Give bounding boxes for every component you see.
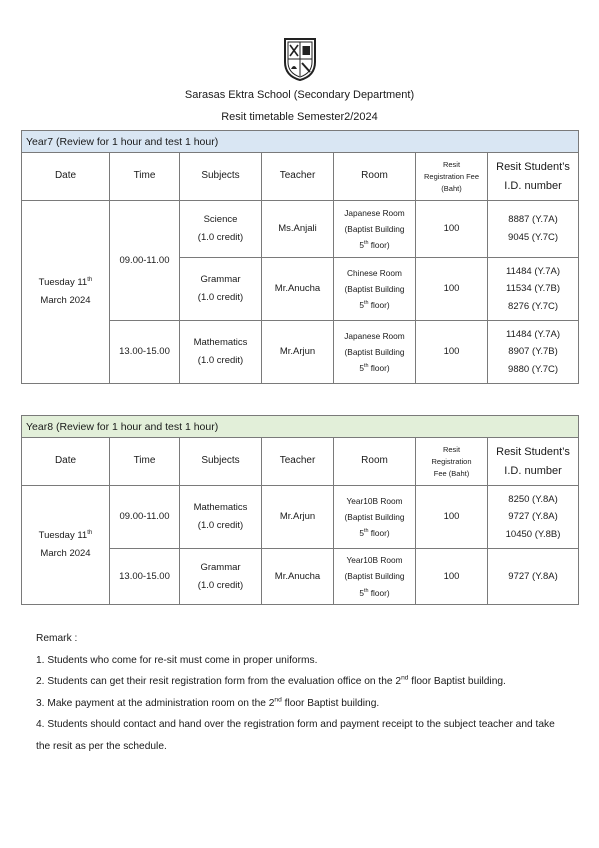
teacher-cell: Mr.Anucha: [262, 549, 334, 605]
subject-name: Mathematics: [193, 337, 248, 349]
room-name: Year10B Room: [346, 495, 403, 506]
floor-text: floor): [368, 300, 390, 311]
student-id: 8887 (Y.7A): [508, 214, 558, 226]
col-date-header: Date: [22, 153, 110, 201]
col-time-header: Time: [110, 438, 180, 486]
year8-date-cell: [22, 486, 110, 605]
table-header-row: [22, 153, 579, 201]
student-id-cell: [488, 321, 579, 384]
col-id-header: [488, 438, 579, 486]
time-cell: 09.00-11.00: [110, 486, 180, 549]
date-line1: [24, 274, 107, 292]
teacher-cell: Mr.Anucha: [262, 258, 334, 321]
subject-credit: (1.0 credit): [197, 579, 244, 591]
remark-2-text-end: floor Baptist building.: [408, 676, 506, 687]
year7-time-morning: 09.00-11.00: [110, 201, 180, 321]
fee-cell: 100: [416, 201, 488, 258]
student-id: 9727 (Y.8A): [508, 570, 558, 582]
table-row: [22, 201, 579, 258]
room-building: (Baptist Building: [344, 346, 405, 357]
remark-2: [36, 671, 566, 693]
room-cell: [334, 258, 416, 321]
col-id-line2: I.D. number: [504, 179, 562, 192]
floor-num: 5: [359, 528, 364, 539]
remark-3: [36, 693, 566, 715]
student-id: 8276 (Y.7C): [508, 300, 559, 312]
floor-text: floor): [368, 240, 390, 251]
year7-date-cell: [22, 201, 110, 384]
col-teacher-header: Teacher: [262, 438, 334, 486]
student-id: 11484 (Y.7A): [506, 328, 561, 340]
col-fee-line3: (Baht): [441, 183, 462, 193]
floor-num: 5: [359, 363, 364, 374]
col-subjects-header: Subjects: [180, 438, 262, 486]
col-fee-line2: Registration: [431, 456, 472, 466]
col-fee-line1: Resit: [442, 444, 461, 454]
col-fee-line3: Fee (Baht): [433, 468, 470, 478]
room-floor: [336, 525, 413, 541]
remark-2-sup: nd: [401, 674, 409, 682]
col-date-header: Date: [22, 438, 110, 486]
room-floor: [336, 360, 413, 376]
subject-cell: [180, 201, 262, 258]
date-sup: th: [87, 529, 93, 537]
teacher-cell: Ms.Anjali: [262, 201, 334, 258]
col-id-line2: I.D. number: [504, 464, 562, 477]
table-header-row: [22, 438, 579, 486]
table-row: [22, 486, 579, 549]
date-day: Tuesday 11: [38, 530, 88, 542]
school-crest-logo: [282, 36, 318, 82]
student-id-cell: [488, 258, 579, 321]
fee-cell: 100: [416, 549, 488, 605]
col-id-line1: Resit Student’s: [496, 445, 570, 458]
room-building: (Baptist Building: [344, 571, 405, 582]
room-name: Japanese Room: [344, 330, 405, 341]
year7-section-title: Year7 (Review for 1 hour and test 1 hour): [22, 131, 579, 153]
floor-num: 5: [359, 300, 364, 311]
fee-cell: 100: [416, 486, 488, 549]
subject-name: Mathematics: [193, 502, 248, 514]
col-fee-header: [416, 438, 488, 486]
fee-cell: 100: [416, 321, 488, 384]
col-room-header: Room: [334, 438, 416, 486]
col-room-header: Room: [334, 153, 416, 201]
floor-sup: th: [363, 528, 369, 535]
page-title: Resit timetable Semester2/2024: [221, 111, 378, 123]
col-time-header: Time: [110, 153, 180, 201]
room-building: (Baptist Building: [344, 223, 405, 234]
fee-cell: 100: [416, 258, 488, 321]
floor-sup: th: [363, 240, 369, 247]
date-day: Tuesday 11: [38, 277, 88, 289]
student-id: 9045 (Y.7C): [508, 232, 559, 243]
school-name: Sarasas Ektra School (Secondary Department): [184, 89, 415, 101]
remark-1: 1. Students who come for re-sit must come in proper uniforms.: [36, 654, 318, 666]
subject-credit: (1.0 credit): [197, 355, 244, 366]
subject-credit: (1.0 credit): [197, 292, 244, 303]
year8-section-title: Year8 (Review for 1 hour and test 1 hour): [22, 416, 579, 438]
student-id: 11484 (Y.7A): [506, 265, 561, 277]
remark-2-text: 2. Students can get their resit registration form from the evaluation office on the 2: [36, 676, 402, 687]
room-cell: [334, 201, 416, 258]
floor-text: floor): [368, 363, 390, 374]
floor-sup: th: [363, 587, 369, 594]
room-cell: [334, 321, 416, 384]
teacher-cell: Mr.Arjun: [262, 321, 334, 384]
subject-cell: [180, 549, 262, 605]
room-floor: [336, 585, 413, 601]
room-cell: [334, 486, 416, 549]
date-line2: March 2024: [40, 295, 91, 306]
remarks-section: [36, 628, 566, 757]
student-id: 11534 (Y.7B): [506, 283, 561, 295]
room-name: Year10B Room: [346, 555, 403, 566]
subject-name: Grammar: [200, 561, 241, 573]
col-fee-line2: Registration Fee: [423, 171, 480, 181]
room-cell: [334, 549, 416, 605]
col-fee-header: [416, 153, 488, 201]
remark-4: 4. Students should contact and hand over the registration form and payment receipt to the subject teacher and take the resit as per the schedule.: [36, 719, 555, 752]
col-id-line1: Resit Student’s: [496, 160, 570, 173]
room-name: Japanese Room: [344, 207, 405, 218]
student-id-cell: [488, 549, 579, 605]
student-id-cell: [488, 201, 579, 258]
subject-cell: [180, 258, 262, 321]
student-id: 8907 (Y.7B): [508, 346, 558, 358]
col-subjects-header: Subjects: [180, 153, 262, 201]
floor-text: floor): [368, 528, 390, 539]
date-line2: March 2024: [40, 548, 91, 559]
floor-num: 5: [359, 587, 364, 598]
date-line1: [24, 527, 107, 545]
remark-3-sup: nd: [274, 696, 282, 704]
room-building: (Baptist Building: [344, 511, 405, 522]
room-building: (Baptist Building: [344, 283, 405, 294]
year7-time-afternoon: 13.00-15.00: [110, 321, 180, 384]
remark-3-text-end: floor Baptist building.: [281, 697, 380, 709]
floor-num: 5: [359, 240, 364, 251]
col-teacher-header: Teacher: [262, 153, 334, 201]
col-id-header: [488, 153, 579, 201]
subject-name: Science: [203, 214, 238, 226]
student-id: 9880 (Y.7C): [508, 363, 559, 375]
room-floor: [336, 237, 413, 253]
subject-name: Grammar: [200, 274, 241, 286]
remarks-heading: Remark :: [36, 633, 78, 644]
student-id: 8250 (Y.8A): [508, 493, 558, 505]
student-id-cell: [488, 486, 579, 549]
student-id: 10450 (Y.8B): [505, 528, 561, 540]
room-floor: [336, 297, 413, 313]
subject-cell: [180, 321, 262, 384]
date-sup: th: [87, 276, 93, 284]
year8-timetable: [21, 415, 579, 605]
subject-cell: [180, 486, 262, 549]
subject-credit: (1.0 credit): [197, 520, 244, 531]
year7-timetable: [21, 130, 579, 384]
floor-sup: th: [363, 300, 369, 307]
remark-3-text: 3. Make payment at the administration room on the 2: [36, 697, 275, 709]
teacher-cell: Mr.Arjun: [262, 486, 334, 549]
room-name: Chinese Room: [347, 267, 402, 278]
time-cell: 13.00-15.00: [110, 549, 180, 605]
floor-text: floor): [368, 587, 390, 598]
floor-sup: th: [363, 363, 369, 370]
student-id: 9727 (Y.8A): [508, 511, 558, 523]
subject-credit: (1.0 credit): [197, 232, 244, 243]
col-fee-line1: Resit: [442, 159, 461, 169]
